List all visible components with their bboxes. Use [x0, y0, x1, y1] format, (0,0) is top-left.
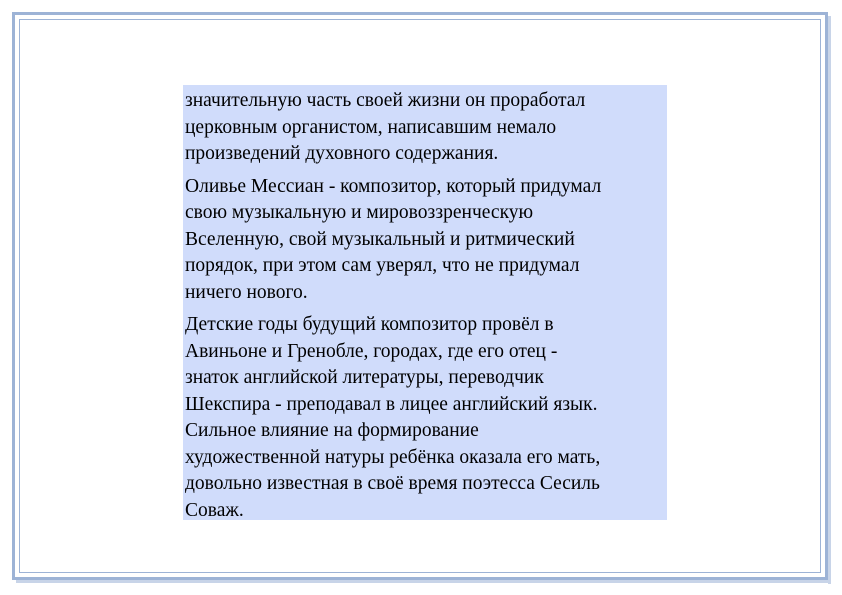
text-line: Оливье Мессиан - композитор, который придумал — [185, 175, 602, 197]
text-line: значительную часть своей жизни он проработал — [185, 90, 586, 111]
text-line: церковным органистом, написавшим немало — [185, 116, 557, 138]
text-line: знаток английской литературы, переводчик — [185, 367, 544, 388]
text-line: Авиньоне и Гренобле, городах, где его отец - — [185, 340, 558, 362]
text-line: Вселенную, свой музыкальный и ритмический — [185, 228, 575, 250]
text-box — [183, 85, 667, 520]
text-line: ничего нового. — [185, 281, 308, 303]
paragraph-2 — [185, 174, 667, 307]
text-line: произведений духовного содержания. — [185, 143, 499, 164]
text-line: довольно известная в своё время поэтесса Сесиль — [185, 473, 600, 494]
text-line: Детские годы будущий композитор провёл в — [185, 314, 554, 335]
paragraph-3 — [185, 312, 667, 524]
frame-shadow-right — [828, 16, 831, 584]
text-line: Соваж. — [185, 499, 244, 521]
paragraph-1 — [185, 88, 667, 168]
text-line: порядок, при этом сам уверял, что не придумал — [185, 255, 580, 276]
frame-shadow-bottom — [16, 580, 831, 583]
text-line: Сильное влияние на формирование — [185, 420, 479, 441]
text-line: художественной натуры ребёнка оказала его мать, — [185, 446, 601, 468]
text-line: свою музыкальную и мировоззренческую — [185, 202, 534, 223]
text-line: Шекспира - преподавал в лицее английский язык. — [185, 393, 598, 415]
